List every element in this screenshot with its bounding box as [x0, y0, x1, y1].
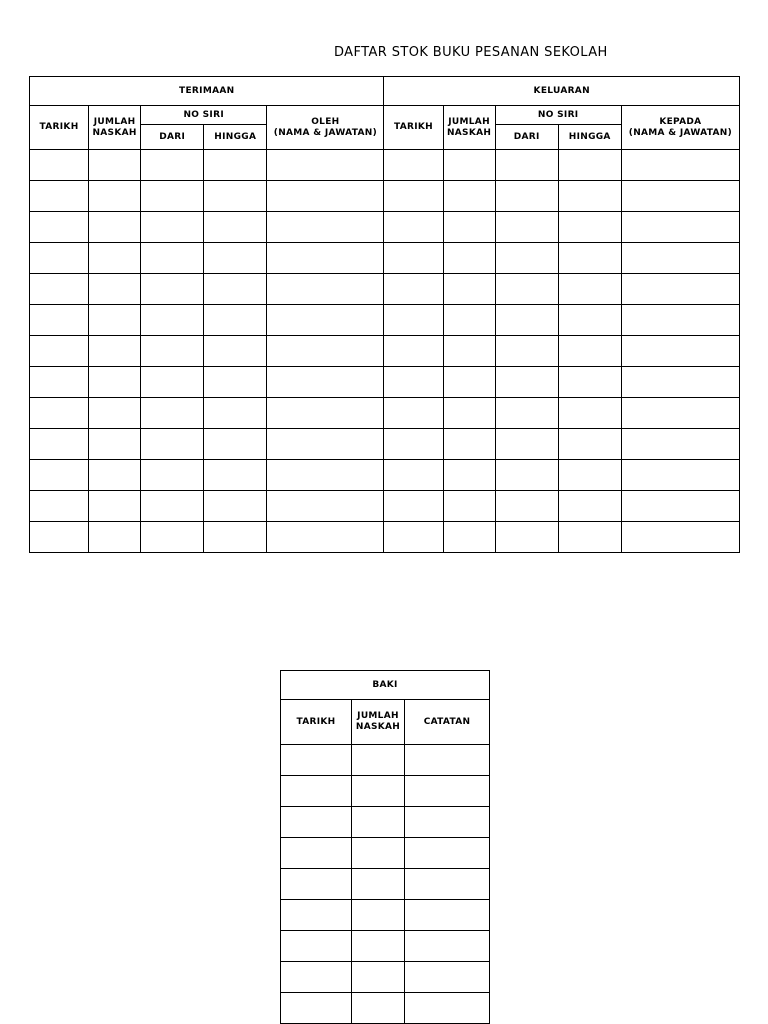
keluaran-jumlah-label: JUMLAH — [448, 116, 490, 127]
register-table-cell[interactable] — [267, 491, 384, 522]
register-table-cell[interactable] — [621, 274, 739, 305]
register-table-cell[interactable] — [30, 181, 89, 212]
register-table-cell[interactable] — [30, 460, 89, 491]
baki-table-row — [281, 931, 490, 962]
register-table-cell[interactable] — [204, 305, 267, 336]
keluaran-kepada-header — [621, 106, 739, 150]
baki-table-cell[interactable] — [405, 838, 490, 869]
register-table-cell[interactable] — [558, 429, 621, 460]
register-table-cell[interactable] — [558, 367, 621, 398]
register-table-cell[interactable] — [443, 522, 495, 553]
register-table-cell[interactable] — [443, 274, 495, 305]
register-table-cell[interactable] — [621, 305, 739, 336]
register-table-cell[interactable] — [495, 305, 558, 336]
register-table-cell[interactable] — [30, 398, 89, 429]
register-table-cell[interactable] — [141, 305, 204, 336]
baki-table-row — [281, 745, 490, 776]
baki-table-cell[interactable] — [281, 993, 352, 1024]
register-table-cell[interactable] — [204, 522, 267, 553]
register-table-cell[interactable] — [141, 274, 204, 305]
baki-table-cell[interactable] — [281, 838, 352, 869]
register-table-cell[interactable] — [495, 181, 558, 212]
register-table-cell[interactable] — [89, 491, 141, 522]
register-table-cell[interactable] — [89, 181, 141, 212]
register-table-cell[interactable] — [384, 429, 443, 460]
register-table-cell[interactable] — [384, 243, 443, 274]
register-table-cell[interactable] — [89, 150, 141, 181]
register-table-cell[interactable] — [89, 212, 141, 243]
register-table-cell[interactable] — [204, 398, 267, 429]
register-table-cell[interactable] — [384, 150, 443, 181]
register-table-cell[interactable] — [495, 336, 558, 367]
page-title: DAFTAR STOK BUKU PESANAN SEKOLAH — [334, 45, 608, 60]
keluaran-kepada-label: KEPADA — [659, 116, 702, 127]
register-table-row — [30, 212, 740, 243]
register-table-cell[interactable] — [267, 243, 384, 274]
register-table-cell[interactable] — [89, 274, 141, 305]
register-table-cell[interactable] — [141, 243, 204, 274]
register-table-cell[interactable] — [141, 181, 204, 212]
register-table-cell[interactable] — [141, 212, 204, 243]
register-table-row — [30, 429, 740, 460]
register-table-cell[interactable] — [621, 398, 739, 429]
baki-table-cell[interactable] — [352, 869, 405, 900]
baki-table — [280, 670, 490, 1024]
register-table-cell[interactable] — [495, 243, 558, 274]
register-table-cell[interactable] — [89, 367, 141, 398]
register-table-cell[interactable] — [558, 274, 621, 305]
keluaran-nama-jawatan-label: (NAMA & JAWATAN) — [628, 127, 732, 138]
baki-table-cell[interactable] — [281, 962, 352, 993]
stock-register-table — [29, 76, 740, 553]
register-table-cell[interactable] — [495, 429, 558, 460]
baki-table-cell[interactable] — [405, 962, 490, 993]
register-table-cell[interactable] — [495, 367, 558, 398]
register-table-cell[interactable] — [621, 522, 739, 553]
register-table-cell[interactable] — [384, 460, 443, 491]
terimaan-header: TERIMAAN — [30, 77, 384, 106]
register-table-cell[interactable] — [384, 305, 443, 336]
register-table-cell[interactable] — [621, 491, 739, 522]
register-table-cell[interactable] — [443, 336, 495, 367]
register-table-cell[interactable] — [495, 274, 558, 305]
register-table-cell[interactable] — [267, 181, 384, 212]
register-table-cell[interactable] — [267, 212, 384, 243]
register-table-cell[interactable] — [267, 150, 384, 181]
register-table-cell[interactable] — [384, 367, 443, 398]
baki-table-cell[interactable] — [281, 807, 352, 838]
baki-table-cell[interactable] — [352, 931, 405, 962]
register-table-cell[interactable] — [621, 367, 739, 398]
register-table-row — [30, 305, 740, 336]
register-table-cell[interactable] — [267, 429, 384, 460]
register-table-cell[interactable] — [204, 243, 267, 274]
register-table-cell[interactable] — [558, 212, 621, 243]
register-table-cell[interactable] — [204, 212, 267, 243]
register-table-cell[interactable] — [30, 367, 89, 398]
keluaran-naskah-label: NASKAH — [446, 127, 492, 138]
register-table-cell[interactable] — [204, 150, 267, 181]
register-table-cell[interactable] — [141, 491, 204, 522]
baki-table-row — [281, 962, 490, 993]
baki-table-cell[interactable] — [405, 993, 490, 1024]
baki-jumlah-label: JUMLAH — [357, 711, 399, 721]
register-table-cell[interactable] — [30, 212, 89, 243]
register-table-cell[interactable] — [443, 367, 495, 398]
baki-header: BAKI — [281, 671, 490, 700]
register-table-cell[interactable] — [89, 243, 141, 274]
baki-table-cell[interactable] — [352, 776, 405, 807]
register-table-cell[interactable] — [141, 336, 204, 367]
register-table-cell[interactable] — [89, 460, 141, 491]
register-table-cell[interactable] — [384, 181, 443, 212]
register-table-cell[interactable] — [384, 336, 443, 367]
register-table-cell[interactable] — [30, 491, 89, 522]
keluaran-header: KELUARAN — [384, 77, 740, 106]
baki-table-cell[interactable] — [405, 931, 490, 962]
register-table-cell[interactable] — [558, 305, 621, 336]
baki-table-row — [281, 838, 490, 869]
baki-table-cell[interactable] — [352, 962, 405, 993]
register-table-cell[interactable] — [558, 398, 621, 429]
register-table-cell[interactable] — [443, 181, 495, 212]
baki-table-cell[interactable] — [405, 776, 490, 807]
keluaran-jumlah-header — [443, 106, 495, 150]
register-table-cell[interactable] — [495, 491, 558, 522]
baki-table-cell[interactable] — [405, 745, 490, 776]
register-table-cell[interactable] — [443, 398, 495, 429]
register-table-cell[interactable] — [495, 150, 558, 181]
baki-jumlah-header — [352, 700, 405, 745]
register-table-cell[interactable] — [204, 460, 267, 491]
keluaran-no-siri-header: NO SIRI — [495, 106, 621, 125]
register-table-cell[interactable] — [204, 429, 267, 460]
baki-naskah-label: NASKAH — [355, 722, 401, 732]
register-table-cell[interactable] — [384, 398, 443, 429]
baki-table-row — [281, 807, 490, 838]
register-table-cell[interactable] — [141, 460, 204, 491]
register-table-cell[interactable] — [141, 429, 204, 460]
register-table-cell[interactable] — [621, 460, 739, 491]
register-table-cell[interactable] — [204, 274, 267, 305]
register-table-cell[interactable] — [141, 522, 204, 553]
register-table-cell[interactable] — [89, 305, 141, 336]
register-table-row — [30, 522, 740, 553]
register-table-cell[interactable] — [443, 243, 495, 274]
baki-catatan-header: CATATAN — [405, 700, 490, 745]
register-table-cell[interactable] — [621, 243, 739, 274]
register-table-cell[interactable] — [558, 181, 621, 212]
register-table-cell[interactable] — [267, 398, 384, 429]
baki-table-cell[interactable] — [352, 900, 405, 931]
terimaan-oleh-header — [267, 106, 384, 150]
register-table-row — [30, 150, 740, 181]
terimaan-oleh-label: OLEH — [311, 116, 340, 127]
register-table-row — [30, 336, 740, 367]
register-table-cell[interactable] — [384, 212, 443, 243]
register-table-cell[interactable] — [30, 336, 89, 367]
register-table-cell[interactable] — [30, 522, 89, 553]
register-table-cell[interactable] — [204, 336, 267, 367]
register-table-cell[interactable] — [443, 460, 495, 491]
register-table-cell[interactable] — [30, 243, 89, 274]
keluaran-dari-header: DARI — [495, 125, 558, 150]
register-table-cell[interactable] — [495, 522, 558, 553]
baki-table-cell[interactable] — [405, 807, 490, 838]
register-table-cell[interactable] — [267, 274, 384, 305]
baki-table-row — [281, 993, 490, 1024]
register-table-cell[interactable] — [30, 305, 89, 336]
register-table-row — [30, 460, 740, 491]
baki-table-row — [281, 869, 490, 900]
register-table-cell[interactable] — [558, 491, 621, 522]
register-table-cell[interactable] — [89, 398, 141, 429]
register-table-row — [30, 181, 740, 212]
register-table-cell[interactable] — [443, 305, 495, 336]
register-table-cell[interactable] — [621, 150, 739, 181]
register-table-cell[interactable] — [204, 181, 267, 212]
register-table-cell[interactable] — [558, 522, 621, 553]
register-table-cell[interactable] — [621, 429, 739, 460]
register-table-row — [30, 367, 740, 398]
register-table-cell[interactable] — [204, 491, 267, 522]
register-table-cell[interactable] — [443, 212, 495, 243]
register-table-cell[interactable] — [267, 336, 384, 367]
register-table-cell[interactable] — [384, 522, 443, 553]
register-table-cell[interactable] — [30, 429, 89, 460]
terimaan-tarikh-header: TARIKH — [30, 106, 89, 150]
register-table-cell[interactable] — [141, 398, 204, 429]
terimaan-dari-header: DARI — [141, 125, 204, 150]
register-table-cell[interactable] — [558, 336, 621, 367]
register-table-cell[interactable] — [141, 367, 204, 398]
keluaran-hingga-header: HINGGA — [558, 125, 621, 150]
baki-table-cell[interactable] — [281, 900, 352, 931]
register-table-cell[interactable] — [30, 150, 89, 181]
terimaan-naskah-label: NASKAH — [92, 127, 137, 138]
terimaan-jumlah-header — [89, 106, 141, 150]
baki-table-cell[interactable] — [352, 993, 405, 1024]
register-table-cell[interactable] — [204, 367, 267, 398]
baki-table-row — [281, 776, 490, 807]
register-table-cell[interactable] — [89, 429, 141, 460]
baki-table-row — [281, 900, 490, 931]
baki-table-cell[interactable] — [352, 807, 405, 838]
terimaan-hingga-header: HINGGA — [204, 125, 267, 150]
register-table-cell[interactable] — [267, 305, 384, 336]
register-table-cell[interactable] — [495, 460, 558, 491]
baki-tarikh-header: TARIKH — [281, 700, 352, 745]
baki-table-cell[interactable] — [281, 869, 352, 900]
register-table-cell[interactable] — [558, 460, 621, 491]
register-table-cell[interactable] — [267, 522, 384, 553]
register-table-cell[interactable] — [621, 336, 739, 367]
register-table-cell[interactable] — [141, 150, 204, 181]
register-table-row — [30, 274, 740, 305]
register-table-cell[interactable] — [89, 336, 141, 367]
terimaan-no-siri-header: NO SIRI — [141, 106, 267, 125]
baki-table-cell[interactable] — [352, 838, 405, 869]
register-table-cell[interactable] — [443, 150, 495, 181]
baki-table-cell[interactable] — [281, 745, 352, 776]
register-table-row — [30, 243, 740, 274]
register-table-cell[interactable] — [558, 150, 621, 181]
keluaran-tarikh-header: TARIKH — [384, 106, 443, 150]
register-table-cell[interactable] — [267, 460, 384, 491]
register-table-cell[interactable] — [443, 491, 495, 522]
register-table-cell[interactable] — [495, 398, 558, 429]
register-table-cell[interactable] — [621, 212, 739, 243]
register-table-cell[interactable] — [89, 522, 141, 553]
terimaan-nama-jawatan-label: (NAMA & JAWATAN) — [273, 127, 377, 138]
register-table-cell[interactable] — [495, 212, 558, 243]
register-table-cell[interactable] — [30, 274, 89, 305]
register-table-cell[interactable] — [267, 367, 384, 398]
terimaan-jumlah-label: JUMLAH — [93, 116, 136, 127]
register-table-cell[interactable] — [558, 243, 621, 274]
baki-table-cell[interactable] — [352, 745, 405, 776]
register-table-cell[interactable] — [443, 429, 495, 460]
register-table-cell[interactable] — [621, 181, 739, 212]
register-table-cell[interactable] — [384, 491, 443, 522]
baki-table-cell[interactable] — [281, 931, 352, 962]
register-table-row — [30, 398, 740, 429]
baki-table-cell[interactable] — [405, 869, 490, 900]
baki-table-cell[interactable] — [281, 776, 352, 807]
register-table-cell[interactable] — [384, 274, 443, 305]
baki-table-cell[interactable] — [405, 900, 490, 931]
register-table-row — [30, 491, 740, 522]
